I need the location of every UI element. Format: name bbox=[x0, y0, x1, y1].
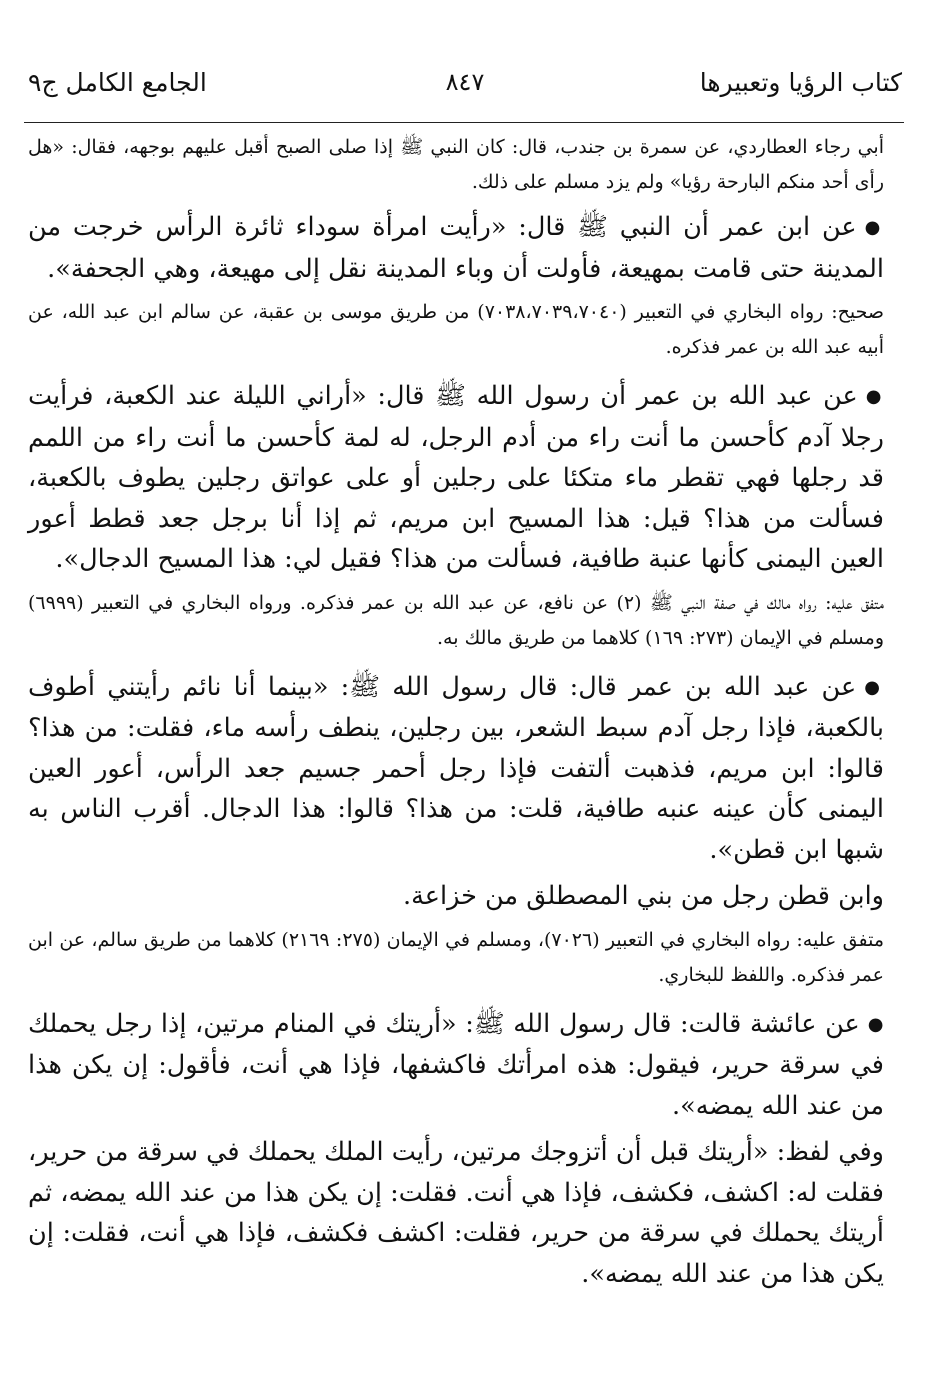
hadith-ibn-umar-plague bbox=[28, 207, 884, 289]
takhrij-note: متفق عليه: رواه البخاري في التعبير (٧٠٢٦)، ومسلم في الإيمان (٢٧٥: ٢١٦٩) كلاهما من طريق سالم، عن ابن عمر فذكره. واللفظ للبخاري. bbox=[28, 928, 884, 986]
bullet-icon: ● bbox=[865, 386, 884, 407]
bullet-icon: ● bbox=[864, 676, 884, 698]
bullet-icon: ● bbox=[864, 217, 884, 238]
volume-title: الجامع الكامل ج٩ bbox=[28, 68, 207, 97]
hadith-kaaba-vision bbox=[28, 376, 884, 580]
takhrij-note: متفق عليه: رواه مالك في صفة النبي ﷺ (٢) عن نافع، عن عبد الله بن عمر فذكره. ورواه البخاري في التعبير (٦٩٩٩) ومسلم في الإيمان (٢٧٣: ١٦٩) كلاهما من طريق مالك به. bbox=[28, 591, 884, 649]
page-number: ٨٤٧ bbox=[445, 68, 485, 96]
bullet-icon: ● bbox=[867, 1013, 884, 1035]
top-note: أبي رجاء العطاردي، عن سمرة بن جندب، قال: كان النبي ﷺ إذا صلى الصبح أقبل عليهم بوجهه، فقال: «هل رأى أحد منكم البارحة رؤيا» ولم يزد مسلم على ذلك. bbox=[28, 136, 884, 193]
page-content bbox=[28, 130, 884, 1300]
hadith-text: عن عبد الله بن عمر قال: قال رسول الله ﷺ: «بينما أنا نائم رأيتني أطوف بالكعبة، فإذا رجل آدم سبط الشعر، بين رجلين، ينطف رأسه ماء، فقلت: من هذا؟ قالوا: ابن مريم، فذهبت ألتفت فإذا رجل أحمر جسيم جعد الرأس، أعور العين اليمنى كأن عينه عنبه طافية، قلت: من هذا؟ قالوا: هذا الدجال. أقرب الناس به شبها ابن قطن». bbox=[28, 671, 884, 865]
takhrij-note: صحيح: رواه البخاري في التعبير (٧٠٣٨،٧٠٣٩،٧٠٤٠) من طريق موسى بن عقبة، عن سالم ابن عبد الله، عن أبيه عبد الله بن عمر فذكره. bbox=[28, 301, 884, 358]
hadith-aisha-dream bbox=[28, 1004, 884, 1127]
header-divider bbox=[24, 122, 904, 123]
hadith-text: عن ابن عمر أن النبي ﷺ قال: «رأيت امرأة سوداء ثائرة الرأس خرجت من المدينة حتى قامت بمهيعة، فأولت أن وباء المدينة نقل إلى مهيعة، وهي الجحفة». bbox=[28, 212, 884, 284]
running-header bbox=[26, 62, 904, 106]
hadith-continuation: وابن قطن رجل من بني المصطلق من خزاعة. bbox=[403, 881, 884, 911]
book-title: كتاب الرؤيا وتعبيرها bbox=[699, 68, 902, 97]
hadith-variant: وفي لفظ: «أريتك قبل أن أتزوجك مرتين، رأيت الملك يحملك في سرقة من حرير، فقلت له: اكشف، فكشف، فإذا هي أنت. فقلت: إن يكن هذا من عند الله يمضه، ثم أريتك يحملك في سرقة من حرير، فقلت: اكشف فكشف، فإذا هي أنت، فقلت: إن يكن هذا من عند الله يمضه». bbox=[28, 1137, 884, 1289]
hadith-tawaf-dream bbox=[28, 667, 884, 871]
hadith-text: عن عائشة قالت: قال رسول الله ﷺ: «أريتك في المنام مرتين، إذا رجل يحملك في سرقة حرير، فيقول: هذه امرأتك فاكشفها، فإذا هي أنت، فأقول: إن يكن هذا من عند الله يمضه». bbox=[28, 1008, 884, 1121]
hadith-text: عن عبد الله بن عمر أن رسول الله ﷺ قال: «أراني الليلة عند الكعبة، فرأيت رجلا آدم كأحسن ما أنت راء من أدم الرجل، له لمة كأحسن ما أنت راء من اللمم قد رجلها فهي تقطر ماء متكئا على رجلين أو على عواتق رجلين يطوف بالكعبة، فسألت من هذا؟ قيل: هذا المسيح ابن مريم، ثم إذا أنا برجل جعد قطط أعور العين اليمنى كأنها عنبة طافية، فسألت من هذا؟ فقيل لي: هذا المسيح الدجال». bbox=[28, 381, 884, 574]
